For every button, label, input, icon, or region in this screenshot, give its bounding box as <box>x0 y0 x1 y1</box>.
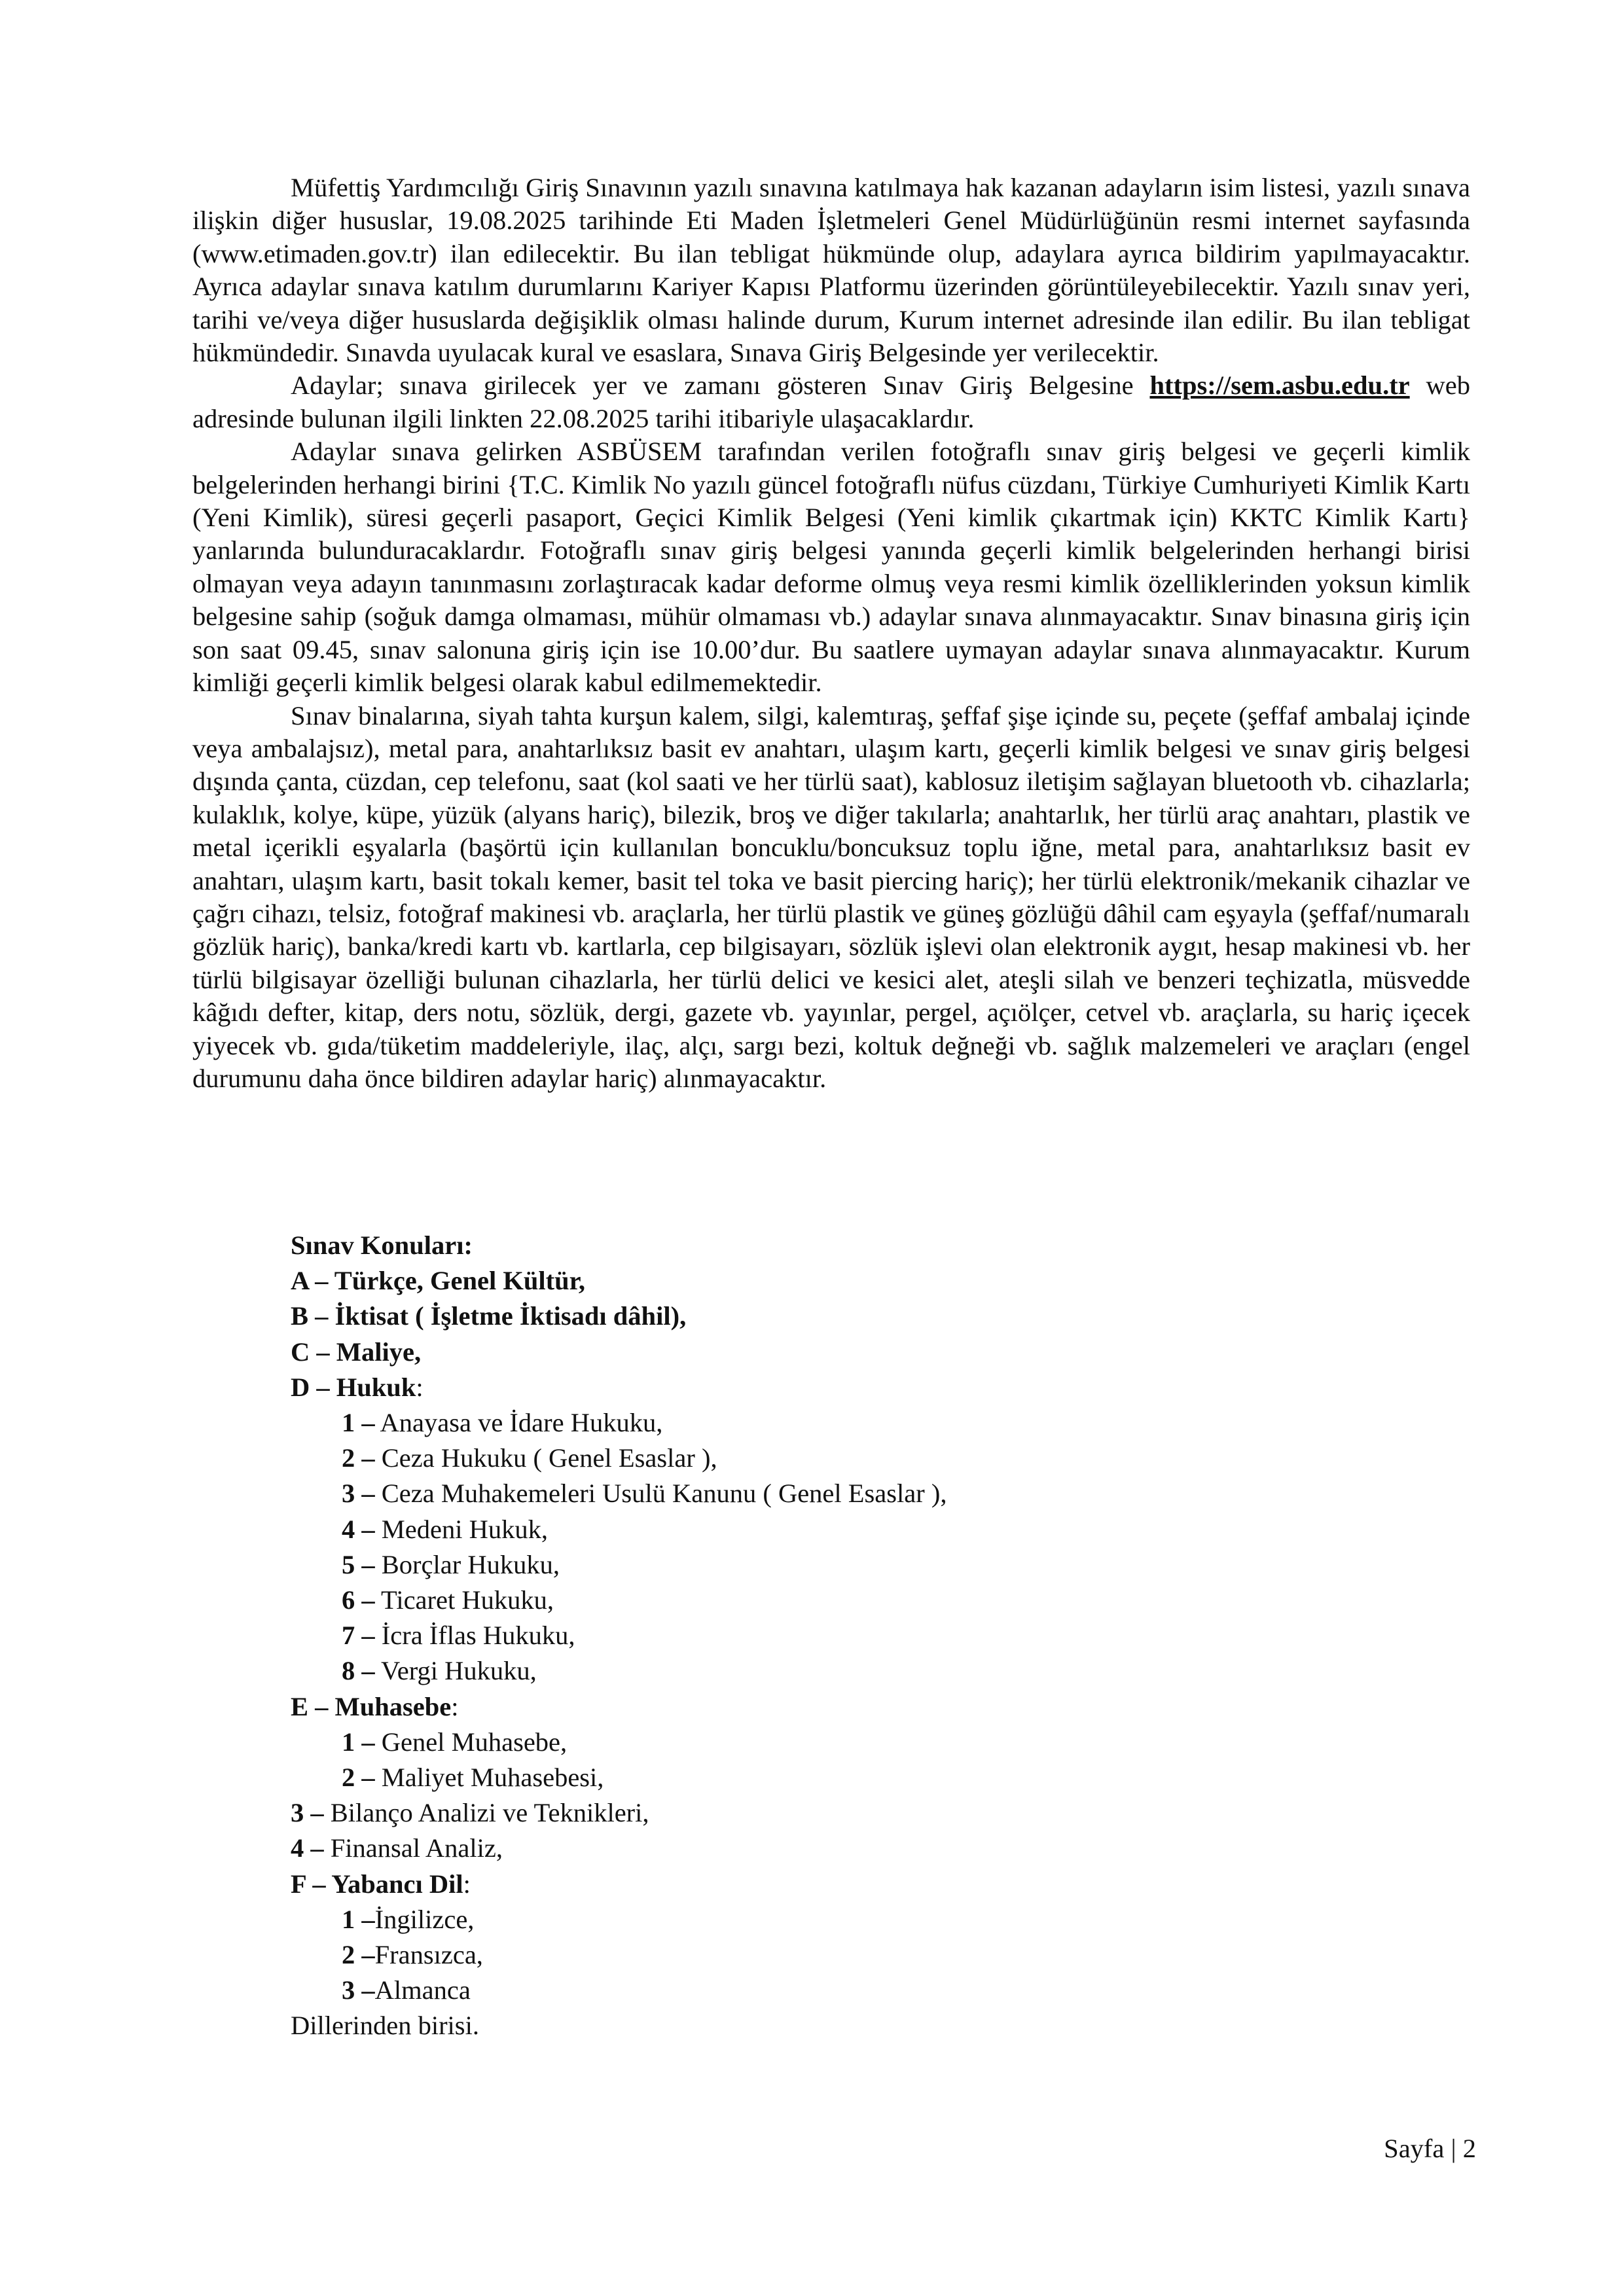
entry-document-text-after: web adresinde bulunan ilgili linkten 22.08.2025 tarihi itibariyle ulaşacaklardır. <box>192 370 1470 433</box>
subject-e-item: 4 – Finansal Analiz, <box>291 1833 503 1863</box>
subject-d-item: 6 – Ticaret Hukuku, <box>342 1585 554 1615</box>
asbusem-website-link[interactable]: https://sem.asbu.edu.tr <box>1149 370 1410 401</box>
subject-d-item: 8 – Vergi Hukuku, <box>342 1656 537 1686</box>
subject-d-item: 5 – Borçlar Hukuku, <box>342 1549 560 1579</box>
entry-document-text-before: Adaylar; sınava girilecek yer ve zamanı gösteren Sınav Giriş Belgesine <box>291 370 1150 401</box>
subject-b: B – İktisat ( İşletme İktisadı dâhil), <box>291 1301 687 1331</box>
subject-c: C – Maliye, <box>291 1336 422 1367</box>
subject-d-item: 1 – Anayasa ve İdare Hukuku, <box>342 1408 663 1438</box>
subjects-closing: Dillerinden birisi. <box>291 2011 479 2041</box>
subject-e-item: 3 – Bilanço Analizi ve Teknikleri, <box>291 1798 649 1828</box>
page-number: Sayfa | 2 <box>1384 2134 1476 2163</box>
subject-f-item: 3 –Almanca <box>342 1975 471 2005</box>
paragraph-identity-documents: Adaylar sınava gelirken ASBÜSEM tarafından verilen fotoğraflı sınav giriş belgesi ve geçerli kimlik belgelerinden herhangi birini {T.C. Kimlik No yazılı güncel fotoğraflı nüfus cüzdanı, Türkiye Cumhuriyeti Kimlik Kartı (Yeni Kimlik), süresi geçerli pasaport, Geçici Kimlik Belgesi (Yeni kimlik çıkartmak için) KKTC Kimlik Kartı} yanlarında bulunduracaklardır. Fotoğraflı sınav giriş belgesi yanında geçerli kimlik belgelerinden herhangi birisi olmayan veya adayın tanınmasını zorlaştıracak kadar deforme olmuş veya resmi kimlik özelliklerinden yoksun kimlik belgesine sahip (soğuk damga olmaması, mühür olmaması vb.) adaylar sınava alınmayacaktır. Sınav binasına giriş için son saat 09.45, sınav salonuna giriş için ise 10.00’dur. Bu saatlere uymayan adaylar sınava alınmayacaktır. Kurum kimliği geçerli kimlik belgesi olarak kabul edilmemektedir. <box>192 437 1470 698</box>
subjects-heading: Sınav Konuları: <box>291 1230 473 1260</box>
subject-d-item: 3 – Ceza Muhakemeleri Usulü Kanunu ( Genel Esaslar ), <box>342 1479 947 1509</box>
subject-f: F – Yabancı Dil: <box>291 1869 471 1899</box>
subject-a: A – Türkçe, Genel Kültür, <box>291 1266 586 1296</box>
body-text <box>192 171 1470 1095</box>
paragraph-announcement: Müfettiş Yardımcılığı Giriş Sınavının yazılı sınavına katılmaya hak kazanan adayların isim listesi, yazılı sınava ilişkin diğer hususlar, 19.08.2025 tarihinde Eti Maden İşletmeleri Genel Müdürlüğünün resmi internet sayfasında (www.etimaden.gov.tr) ilan edilecektir. Bu ilan tebligat hükmünde olup, adaylara ayrıca bildirim yapılmayacaktır. Ayrıca adaylar sınava katılım durumlarını Kariyer Kapısı Platformu üzerinden görüntüleyebilecektir. Yazılı sınav yeri, tarihi ve/veya diğer hususlarda değişiklik olması halinde durum, Kurum internet adresinde ilan edilir. Bu ilan tebligat hükmündedir. Sınavda uyulacak kural ve esaslara, Sınava Giriş Belgesinde yer verilecektir. <box>192 173 1470 368</box>
subject-d-item: 2 – Ceza Hukuku ( Genel Esaslar ), <box>342 1443 717 1473</box>
subject-d-item: 7 – İcra İflas Hukuku, <box>342 1621 575 1651</box>
paragraph-prohibited-items: Sınav binalarına, siyah tahta kurşun kalem, silgi, kalemtıraş, şeffaf şişe içinde su, peçete (şeffaf ambalaj içinde veya ambalajsız), metal para, anahtarlıksız basit ev anahtarı, ulaşım kartı, geçerli kimlik belgesi ve sınav giriş belgesi dışında çanta, cüzdan, cep telefonu, saat (kol saati ve her türlü saat), kablosuz iletişim sağlayan bluetooth vb. cihazlarla; kulaklık, kolye, küpe, yüzük (alyans hariç), bilezik, broş ve diğer takılarla; anahtarlık, her türlü araç anahtarı, plastik ve metal içerikli eşyalarla (başörtü için kullanılan boncuklu/boncuksuz toplu iğne, metal para, anahtarlıksız basit ev anahtarı, ulaşım kartı, basit tokalı kemer, basit tel toka ve basit piercing hariç); her türlü elektronik/mekanik cihazlar ve çağrı cihazı, telsiz, fotoğraf makinesi vb. araçlarla, her türlü plastik ve güneş gözlüğü dâhil cam eşyayla (şeffaf/numaralı gözlük hariç), banka/kredi kartı vb. kartlarla, cep bilgisayarı, sözlük işlevi olan elektronik aygıt, hesap makinesi vb. her türlü bilgisayar özelliği bulunan cihazlarla, her türlü delici ve kesici alet, ateşli silah ve benzeri teçhizatla, müsvedde kâğıdı defter, kitap, ders notu, sözlük, dergi, gazete vb. yayınlar, pergel, açıölçer, cetvel vb. araçlarla, su hariç içecek yiyecek vb. gıda/tüketim maddeleriyle, ilaç, alçı, sargı bezi, koltuk değneği vb. sağlık malzemeleri ve araçları (engel durumunu daha önce bildiren adaylar hariç) alınmayacaktır. <box>192 700 1470 1093</box>
paragraph-entry-document <box>192 369 1470 435</box>
subject-d-item: 4 – Medeni Hukuk, <box>342 1514 548 1544</box>
subject-e-item: 2 – Maliyet Muhasebesi, <box>342 1763 604 1793</box>
subject-d: D – Hukuk: <box>291 1372 424 1402</box>
subject-e: E – Muhasebe: <box>291 1691 459 1721</box>
subject-e-item: 1 – Genel Muhasebe, <box>342 1727 568 1757</box>
exam-subjects-list <box>291 1228 1469 2044</box>
subject-f-item: 1 –İngilizce, <box>342 1904 475 1934</box>
subject-f-item: 2 –Fransızca, <box>342 1940 483 1970</box>
